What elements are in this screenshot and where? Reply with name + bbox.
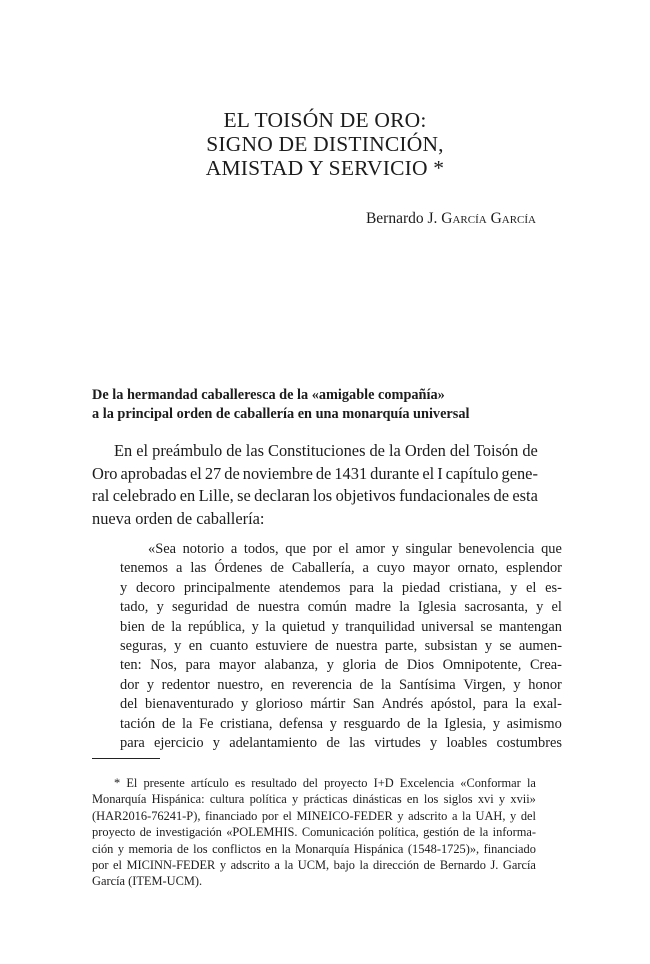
body-paragraph — [92, 440, 538, 530]
author-surname: García García — [441, 210, 536, 227]
paragraph-line: Oro aprobadas el 27 de noviembre de 1431 durante el I capítulo gene- — [92, 463, 538, 483]
paragraph-line: nueva orden de caballería: — [92, 508, 265, 528]
title-line-3 — [0, 156, 650, 180]
quote-line: dor y redentor nuestro, en reverencia de la Santísima Virgen, y honor — [120, 676, 562, 693]
footnote-line: ción y memoria de los conflictos en la Monarquía Hispánica (1548-1725)», financiado — [92, 841, 536, 856]
footnote-line: por el MICINN-FEDER y adscrito a la UCM, bajo la dirección de Bernardo J. García — [92, 858, 536, 873]
paragraph-line: En el preámbulo de las Constituciones de la Orden del Toisón de — [114, 441, 538, 460]
block-quote — [120, 540, 562, 753]
quote-line: ten: Nos, para mayor alabanza, y gloria de Dios Omnipotente, Crea- — [120, 657, 562, 674]
quote-line: del bienaventurado y glorioso mártir San Andrés apóstol, para la exal- — [120, 696, 562, 713]
footnote-separator — [92, 758, 160, 759]
quote-line: para ejercicio y adelantamiento de las virtudes y loables costumbres — [120, 735, 562, 752]
quote-line: tación de la Fe cristiana, defensa y resguardo de la Iglesia, y asimismo — [120, 715, 562, 732]
author-byline — [366, 210, 536, 228]
footnote-line: proyecto de investigación «POLEMHIS. Comunicación política, gestión de la informa- — [92, 825, 536, 840]
title-line-2: SIGNO DE DISTINCIÓN, — [206, 132, 444, 156]
footnote-line: * El presente artículo es resultado del proyecto I+D Excelencia «Conformar la — [114, 776, 536, 790]
footnote-mark: * — [433, 156, 445, 180]
footnote-line: (HAR2016-76241-P), financiado por el MINEICO-FEDER y adscrito a la UAH, y del — [92, 808, 536, 823]
section-heading — [92, 386, 562, 424]
section-heading-line-2: a la principal orden de caballería en una monarquía universal — [92, 406, 470, 422]
quote-line: y decoro principalmente atendemos para la piedad cristiana, y el es- — [120, 579, 562, 596]
quote-line: tado, y seguridad de nuestra común madre la Iglesia sacrosanta, y el — [120, 599, 562, 616]
quote-line: bien de la república, y la quietud y tranquilidad universal se mantengan — [120, 618, 562, 635]
section-heading-line-1: De la hermandad caballeresca de la «amigable compañía» — [92, 387, 445, 403]
quote-line: tenemos a las Órdenes de Caballería, a cuyo mayor ornato, esplendor — [120, 560, 562, 577]
quote-line: seguras, y en cuanto estuviere de nuestra parte, subsistan y se aumen- — [120, 638, 562, 655]
footnote — [92, 775, 536, 890]
article-title — [0, 108, 650, 180]
title-line-3-text: AMISTAD Y SERVICIO — [205, 156, 428, 180]
paragraph-line: ral celebrado en Lille, se declaran los objetivos fundacionales de esta — [92, 486, 538, 505]
footnote-line: García (ITEM-UCM). — [92, 874, 203, 889]
author-given-name: Bernardo J. — [365, 210, 442, 227]
quote-line: «Sea notorio a todos, que por el amor y singular benevolencia que — [148, 541, 562, 557]
title-line-1: EL TOISÓN DE ORO: — [223, 108, 427, 132]
footnote-line: Monarquía Hispánica: cultura política y prácticas dinásticas en los siglos xvi y xvii» — [92, 792, 536, 807]
